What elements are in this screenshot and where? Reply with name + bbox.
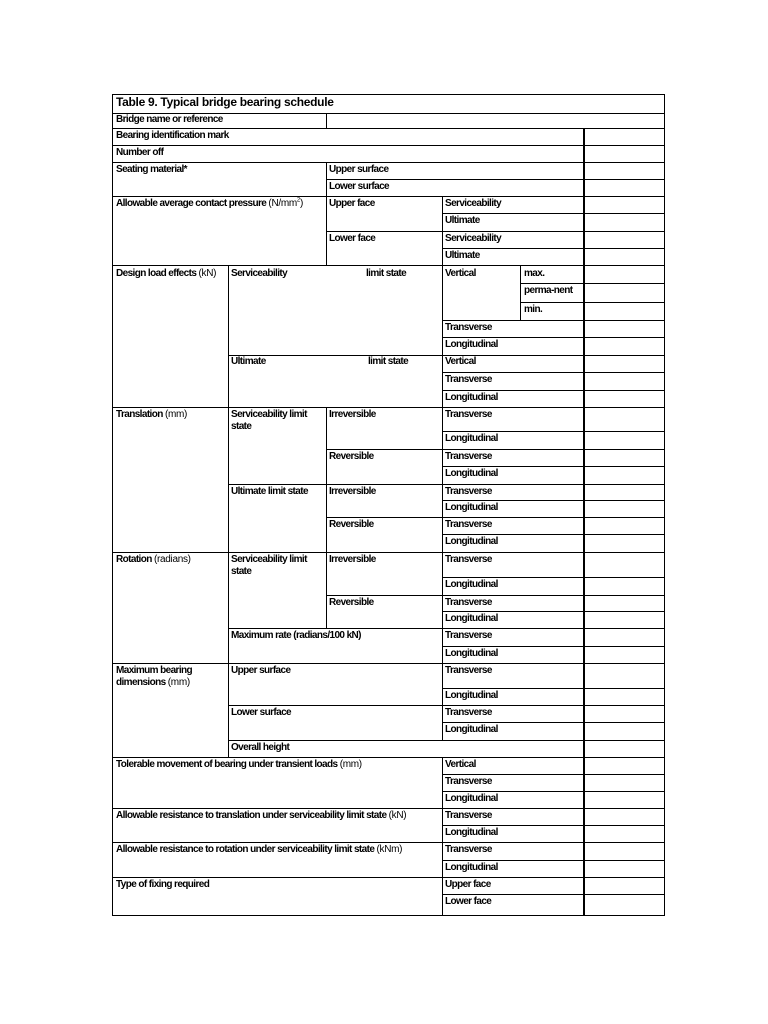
design-vertical-label: Vertical <box>445 268 476 279</box>
resist-rotation-transverse: Transverse <box>445 844 492 855</box>
rotation-irr-transverse: Transverse <box>445 554 492 565</box>
column-divider <box>520 265 521 320</box>
contact-pressure-unit-sup: 2 <box>296 197 300 204</box>
fixing-lower-face: Lower face <box>445 896 492 907</box>
row-divider <box>442 500 665 501</box>
resist-rotation-longitudinal: Longitudinal <box>445 862 498 873</box>
contact-upper-ultimate: Ultimate <box>445 215 480 226</box>
fixing-label: Type of fixing required <box>116 879 210 890</box>
column-divider <box>326 552 327 628</box>
bridge-name-label: Bridge name or reference <box>116 114 223 125</box>
translation-unit: (mm) <box>164 409 188 420</box>
row-divider <box>442 722 665 723</box>
column-divider <box>326 231 327 265</box>
resist-translation-unit: (kN) <box>388 810 407 821</box>
column-divider <box>228 552 229 663</box>
rotation-unit: (radians) <box>153 554 191 565</box>
max-dimensions-label <box>116 665 224 689</box>
dimensions-upper-longitudinal: Longitudinal <box>445 690 498 701</box>
rotation-rate-transverse: Transverse <box>445 630 492 641</box>
contact-lower-serviceability: Serviceability <box>445 233 502 244</box>
row-divider <box>442 825 665 826</box>
translation-uls-rev-transverse: Transverse <box>445 519 492 530</box>
seating-lower-surface-label: Lower surface <box>329 181 390 192</box>
row-divider <box>442 791 665 792</box>
rotation-maximum-rate: Maximum rate (radians/100 kN) <box>231 630 361 641</box>
tolerable-movement-text: Tolerable movement of bearing under transient loads <box>116 759 338 770</box>
row-divider <box>520 302 665 303</box>
design-load-text: Design load effects <box>116 268 197 279</box>
translation-uls-irreversible: Irreversible <box>329 486 376 497</box>
design-serviceability-transverse: Transverse <box>445 322 492 333</box>
column-divider <box>228 265 229 407</box>
column-divider <box>442 196 443 740</box>
row-divider <box>442 894 665 895</box>
contact-upper-face-label: Upper face <box>329 198 375 209</box>
translation-sls-irr-longitudinal: Longitudinal <box>445 433 498 444</box>
row-divider <box>326 179 665 180</box>
translation-sls-reversible: Reversible <box>329 451 374 462</box>
design-ultimate-transverse: Transverse <box>445 374 492 385</box>
seating-material-label: Seating material* <box>116 164 187 175</box>
design-load-label <box>116 268 216 280</box>
tolerable-movement-unit: (mm) <box>339 759 362 770</box>
resist-translation-label <box>116 810 406 822</box>
contact-pressure-unit <box>268 198 303 209</box>
row-divider <box>442 534 665 535</box>
dimensions-upper-surface: Upper surface <box>231 665 291 676</box>
row-divider <box>442 320 665 321</box>
column-divider <box>326 162 327 231</box>
contact-pressure-label <box>116 198 303 210</box>
row-divider <box>442 577 665 578</box>
resist-translation-transverse: Transverse <box>445 810 492 821</box>
max-dimensions-unit: (mm) <box>167 677 190 688</box>
row-divider <box>442 248 665 249</box>
dimensions-lower-surface: Lower surface <box>231 707 292 718</box>
design-min-label: min. <box>524 304 543 315</box>
contact-pressure-text: Allowable average contact pressure <box>116 198 267 209</box>
design-ultimate-label: Ultimate <box>231 356 266 367</box>
translation-text: Translation <box>116 409 163 420</box>
resist-rotation-text: Allowable resistance to rotation under serviceability limit state <box>116 844 375 855</box>
translation-uls-irr-longitudinal: Longitudinal <box>445 502 498 513</box>
design-load-unit: (kN) <box>198 268 217 279</box>
dimensions-overall-height: Overall height <box>231 742 290 753</box>
row-divider <box>442 390 665 391</box>
tolerable-vertical: Vertical <box>445 759 476 770</box>
translation-sls-irreversible: Irreversible <box>329 409 376 420</box>
tolerable-movement-label <box>116 759 362 771</box>
row-divider <box>326 231 665 232</box>
translation-ultimate-limit-state: Ultimate limit state <box>231 486 308 497</box>
row-divider <box>228 705 665 706</box>
row-divider <box>326 595 665 596</box>
design-serviceability-limit-state: limit state <box>366 268 407 279</box>
translation-sls-irr-transverse: Transverse <box>445 409 492 420</box>
column-divider <box>228 407 229 552</box>
resist-rotation-unit: (kNm) <box>376 844 403 855</box>
rotation-rev-transverse: Transverse <box>445 597 492 608</box>
translation-serviceability-limit-state: Serviceability limit state <box>231 409 307 432</box>
row-divider <box>520 283 665 284</box>
resist-rotation-label <box>116 844 402 856</box>
row-divider <box>442 337 665 338</box>
design-ultimate-limit-state: limit state <box>368 356 409 367</box>
design-ultimate-longitudinal: Longitudinal <box>445 392 498 403</box>
row-divider <box>442 860 665 861</box>
row-divider <box>228 484 665 485</box>
rotation-text: Rotation <box>116 554 152 565</box>
resist-translation-text: Allowable resistance to translation under serviceability limit state <box>116 810 387 821</box>
column-divider <box>326 113 327 128</box>
contact-pressure-unit-post: ) <box>299 198 303 209</box>
dimensions-lower-transverse: Transverse <box>445 707 492 718</box>
column-divider <box>442 757 443 916</box>
row-divider <box>442 688 665 689</box>
column-divider <box>326 407 327 552</box>
translation-uls-rev-longitudinal: Longitudinal <box>445 536 498 547</box>
tolerable-longitudinal: Longitudinal <box>445 793 498 804</box>
row-divider <box>228 628 665 629</box>
table-title: Table 9. Typical bridge bearing schedule <box>116 95 334 109</box>
rotation-rev-longitudinal: Longitudinal <box>445 613 498 624</box>
design-serviceability-label: Serviceability <box>231 268 288 279</box>
contact-lower-face-label: Lower face <box>329 233 376 244</box>
column-divider <box>228 663 229 757</box>
design-ultimate-vertical: Vertical <box>445 356 476 367</box>
translation-sls-rev-longitudinal: Longitudinal <box>445 468 498 479</box>
row-divider <box>442 213 665 214</box>
row-divider <box>442 774 665 775</box>
row-divider <box>442 466 665 467</box>
rotation-irr-longitudinal: Longitudinal <box>445 579 498 590</box>
rotation-rate-longitudinal: Longitudinal <box>445 648 498 659</box>
row-divider <box>442 646 665 647</box>
translation-label <box>116 409 187 421</box>
tolerable-transverse: Transverse <box>445 776 492 787</box>
rotation-label <box>116 554 191 566</box>
dimensions-upper-transverse: Transverse <box>445 665 492 676</box>
contact-lower-ultimate: Ultimate <box>445 250 480 261</box>
number-off-label: Number off <box>116 147 164 158</box>
contact-upper-serviceability: Serviceability <box>445 198 502 209</box>
translation-sls-rev-transverse: Transverse <box>445 451 492 462</box>
row-divider <box>442 431 665 432</box>
value-column-divider <box>583 128 585 916</box>
row-divider <box>228 740 665 741</box>
row-divider <box>442 611 665 612</box>
row-divider <box>326 517 665 518</box>
rotation-irreversible: Irreversible <box>329 554 376 565</box>
translation-uls-irr-transverse: Transverse <box>445 486 492 497</box>
row-divider <box>442 372 665 373</box>
fixing-upper-face: Upper face <box>445 879 491 890</box>
rotation-serviceability-limit-state: Serviceability limit state <box>231 554 307 577</box>
design-permanent-label: perma-nent <box>524 285 573 296</box>
dimensions-lower-longitudinal: Longitudinal <box>445 724 498 735</box>
contact-pressure-unit-pre: (N/mm <box>268 198 297 209</box>
rotation-reversible: Reversible <box>329 597 374 608</box>
translation-uls-reversible: Reversible <box>329 519 374 530</box>
resist-translation-longitudinal: Longitudinal <box>445 827 498 838</box>
design-serviceability-longitudinal: Longitudinal <box>445 339 498 350</box>
max-dimensions-text: Maximum bearing dimensions <box>116 665 193 688</box>
design-max-label: max. <box>524 268 545 279</box>
bearing-id-label: Bearing identification mark <box>116 130 229 141</box>
row-divider <box>326 449 665 450</box>
seating-upper-surface-label: Upper surface <box>329 164 389 175</box>
